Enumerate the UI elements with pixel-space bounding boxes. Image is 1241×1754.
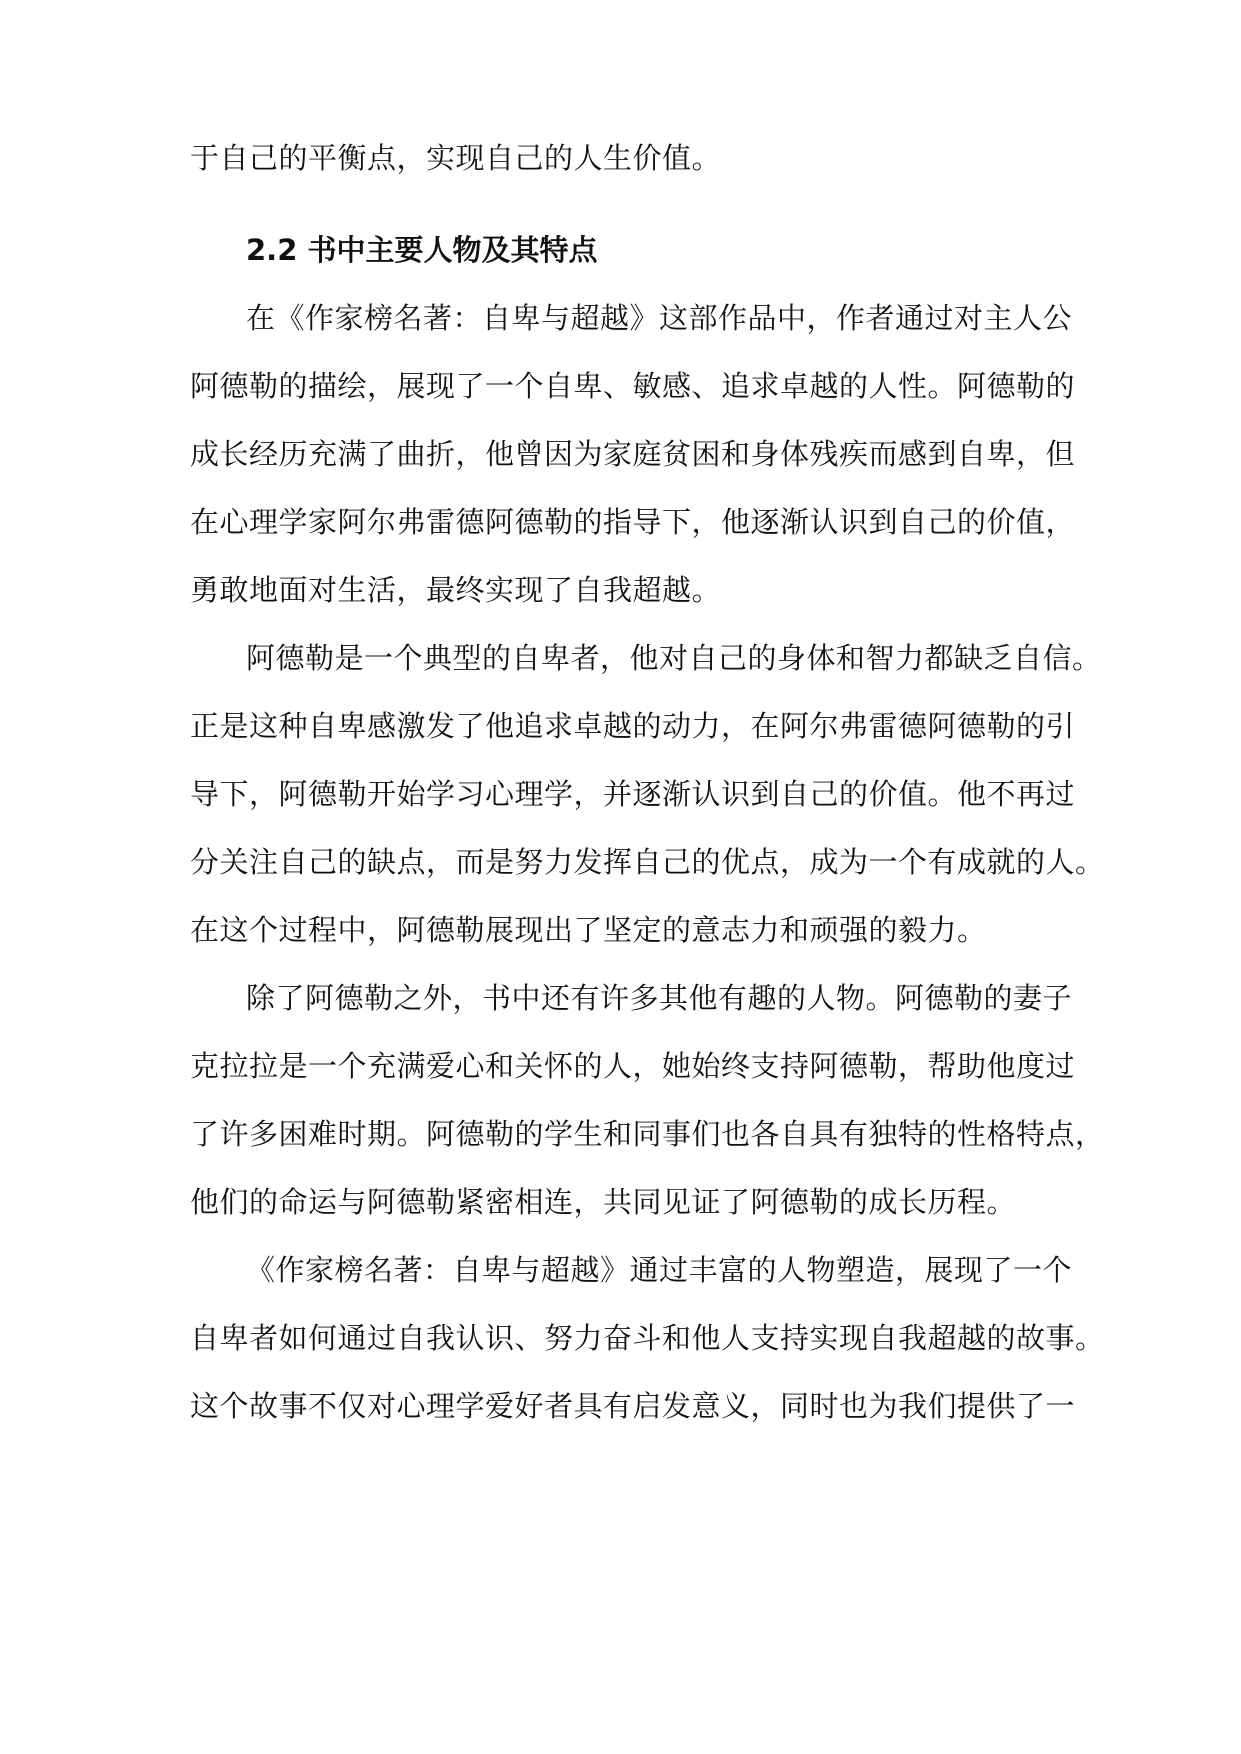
paragraph-line: 克拉拉是一个充满爱心和关怀的人，她始终支持阿德勒，帮助他度过 (190, 1049, 1076, 1083)
paragraph-line: 正是这种自卑感激发了他追求卓越的动力，在阿尔弗雷德阿德勒的引 (190, 709, 1076, 743)
paragraph-line: 分关注自己的缺点，而是努力发挥自己的优点，成为一个有成就的人。 (190, 845, 1105, 879)
intro-text-line: 于自己的平衡点，实现自己的人生价值。 (190, 141, 722, 175)
paragraph-line: 自卑者如何通过自我认识、努力奋斗和他人支持实现自我超越的故事。 (190, 1321, 1105, 1355)
paragraph-line: 了许多困难时期。阿德勒的学生和同事们也各自具有独特的性格特点， (190, 1117, 1105, 1151)
paragraph-line: 阿德勒是一个典型的自卑者，他对自己的身体和智力都缺乏自信。 (246, 641, 1102, 675)
paragraph-line: 勇敢地面对生活，最终实现了自我超越。 (190, 573, 722, 607)
paragraph-line: 导下，阿德勒开始学习心理学，并逐渐认识到自己的价值。他不再过 (190, 777, 1076, 811)
paragraph-line: 在《作家榜名著：自卑与超越》这部作品中，作者通过对主人公 (246, 301, 1073, 335)
section-heading: 2.2 书中主要人物及其特点 (246, 233, 598, 267)
paragraph-line: 在这个过程中，阿德勒展现出了坚定的意志力和顽强的毅力。 (190, 913, 987, 947)
paragraph-line: 除了阿德勒之外，书中还有许多其他有趣的人物。阿德勒的妻子 (246, 981, 1073, 1015)
paragraph-line: 这个故事不仅对心理学爱好者具有启发意义，同时也为我们提供了一 (190, 1389, 1076, 1423)
paragraph-line: 他们的命运与阿德勒紧密相连，共同见证了阿德勒的成长历程。 (190, 1185, 1017, 1219)
paragraph-line: 《作家榜名著：自卑与超越》通过丰富的人物塑造，展现了一个 (246, 1253, 1073, 1287)
paragraph-line: 在心理学家阿尔弗雷德阿德勒的指导下，他逐渐认识到自己的价值， (190, 505, 1076, 539)
paragraph-line: 成长经历充满了曲折，他曾因为家庭贫困和身体残疾而感到自卑，但 (190, 437, 1076, 471)
paragraph-line: 阿德勒的描绘，展现了一个自卑、敏感、追求卓越的人性。阿德勒的 (190, 369, 1076, 403)
